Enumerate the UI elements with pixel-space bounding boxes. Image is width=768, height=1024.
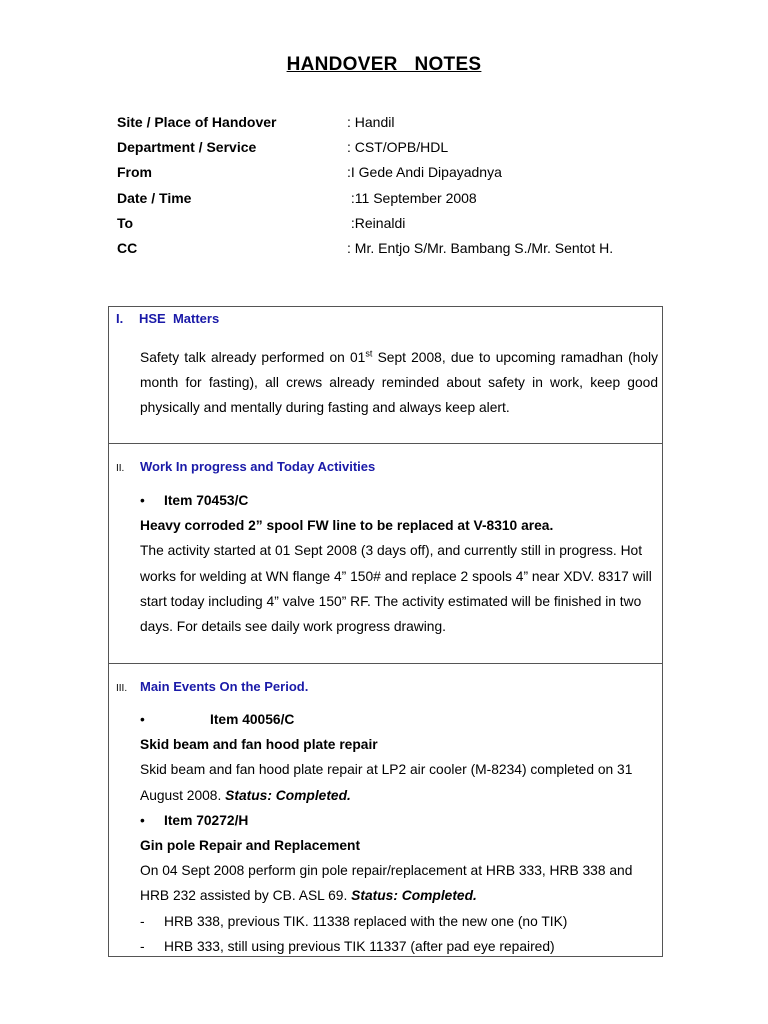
item-description: On 04 Sept 2008 perform gin pole repair/replacement at HRB 333, HRB 338 and HRB 232 assisted by CB. ASL 69. [140,863,633,904]
section-numeral: III. [116,683,128,694]
paragraph-text: Sept 2008, due to upcoming ramadhan (holy month for fasting), all crews already reminded about safety in work, keep good physically and mentally during fasting and always keep alert. [140,350,658,416]
item-description: Skid beam and fan hood plate repair at LP2 air cooler (M-8234) completed on 31 August 2008. [140,762,633,803]
superscript: st [365,348,373,359]
bullet-icon: • [140,712,145,727]
field-label: Site / Place of Handover [117,114,277,130]
section-hse [109,307,662,444]
section-body [140,707,658,959]
document-title: HANDOVER NOTES [286,54,482,75]
status-label: Status: Completed. [225,787,351,803]
field-value: :Reinaldi [347,214,406,231]
section-body [140,488,658,639]
section-heading [116,311,219,326]
dash-marker: - [140,913,145,929]
field-value: : Mr. Entjo S/Mr. Bambang S./Mr. Sentot H. [347,239,614,256]
section-numeral: II. [116,463,125,474]
section-heading [116,679,308,694]
item-number: Item 70272/H [164,812,249,828]
item-title: Heavy corroded 2” spool FW line to be replaced at V-8310 area. [140,518,554,534]
dash-text: HRB 338, previous TIK. 11338 replaced with the new one (no TIK) [164,913,568,929]
dash-list-item [140,934,658,959]
notes-table [108,306,663,957]
section-work-in-progress [109,443,662,664]
section-heading [116,459,375,474]
field-label: CC [117,239,138,256]
field-value: :11 September 2008 [347,189,477,206]
item-text: The activity started at 01 Sept 2008 (3 days off), and currently still in progress. Hot works for welding at WN flange 4” 150# and replace 2 spools 4” near XDV. 8317 will start today including 4” valve 150” RF. The activity estimated will be finished in two days. For details see daily work progress drawing. [140,543,652,635]
paragraph-text: Safety talk already performed on 01 [140,350,366,365]
item-number: Item 40056/C [210,712,295,727]
field-label: To [117,214,134,231]
item-title: Skid beam and fan hood plate repair [140,737,378,753]
section-numeral: I. [116,311,124,326]
section-title: Main Events On the Period. [140,679,309,694]
item-heading [140,488,658,513]
section-body [140,345,658,421]
dash-list-item [140,909,658,934]
item-title: Gin pole Repair and Replacement [140,838,361,854]
dash-text: HRB 333, still using previous TIK 11337 (after pad eye repaired) [164,938,555,954]
bullet-icon: • [140,812,145,828]
field-value: :I Gede Andi Dipayadnya [347,164,502,181]
field-label: From [117,164,152,181]
item-heading [140,808,658,833]
item-number: Item 70453/C [164,493,249,508]
section-main-events [109,663,662,956]
field-label: Department / Service [117,139,257,156]
field-value: : Handil [347,114,395,130]
item-text [140,757,658,807]
bullet-icon: • [140,493,145,508]
item-text [140,858,658,908]
field-label: Date / Time [117,189,192,206]
item-heading [140,707,658,732]
field-value: : CST/OPB/HDL [347,139,449,156]
dash-marker: - [140,938,145,954]
section-title: Work In progress and Today Activities [140,459,376,474]
section-title: HSE Matters [139,311,220,326]
status-label: Status: Completed. [351,888,477,904]
